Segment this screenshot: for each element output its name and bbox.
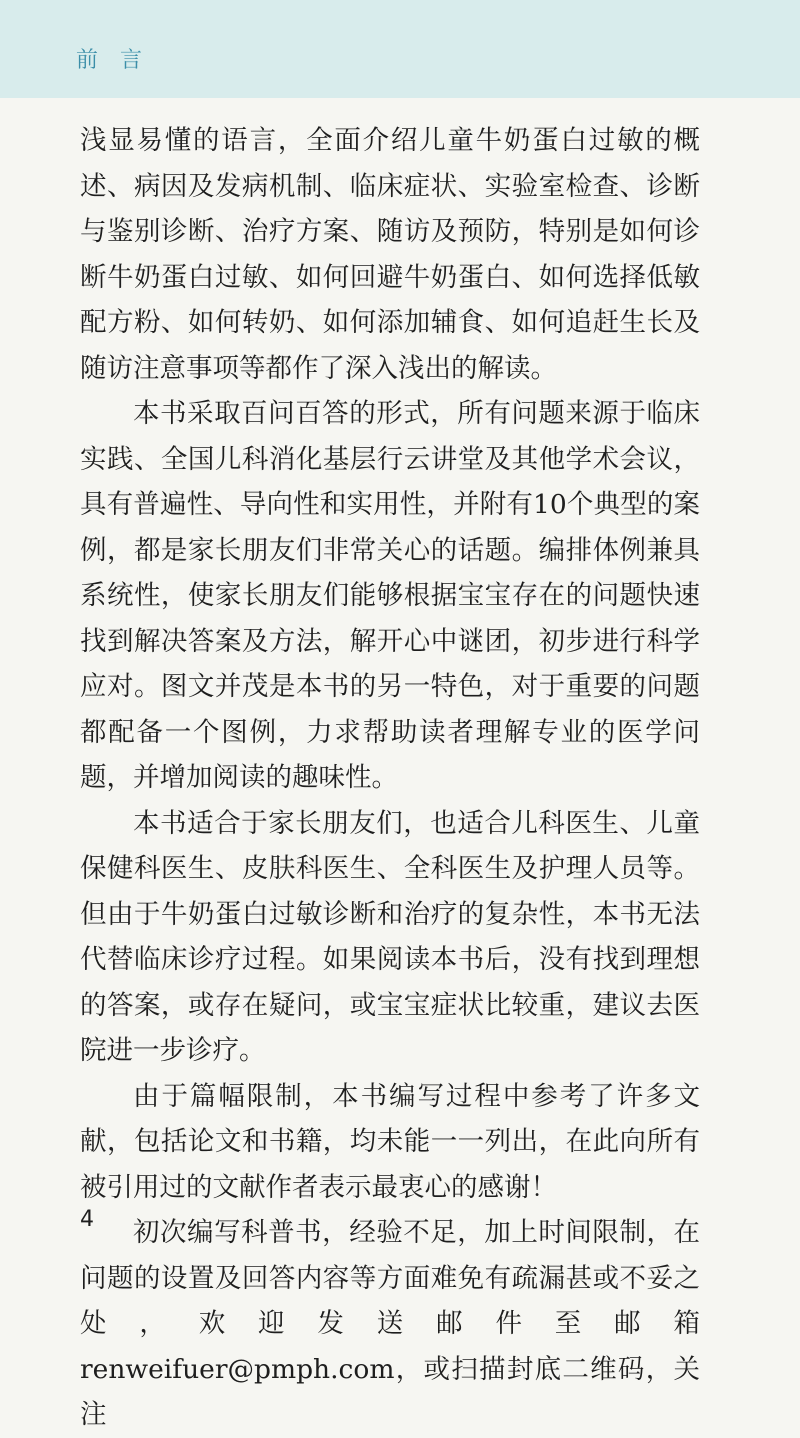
paragraph: 本书适合于家长朋友们，也适合儿科医生、儿童保健科医生、皮肤科医生、全科医生及护理人员等。但由于牛奶蛋白过敏诊断和治疗的复杂性，本书无法代替临床诊疗过程。如果阅读本书后，没有找到理想的答案，或存在疑问，或宝宝症状比较重，建议去医院进一步诊疗。	[80, 807, 700, 1066]
body-text	[80, 118, 700, 1438]
chapter-title: 前言	[76, 48, 165, 73]
paragraph: 本书采取百问百答的形式，所有问题来源于临床实践、全国儿科消化基层行云讲堂及其他学术会议，具有普遍性、导向性和实用性，并附有10个典型的案例，都是家长朋友们非常关心的话题。编排体例兼具系统性，使家长朋友们能够根据宝宝存在的问题快速找到解决答案及方法，解开心中谜团，初步进行科学应对。图文并茂是本书的另一特色，对于重要的问题都配备一个图例，力求帮助读者理解专业的医学问题，并增加阅读的趣味性。	[80, 398, 700, 793]
paragraph: 由于篇幅限制，本书编写过程中参考了许多文献，包括论文和书籍，均未能一一列出，在此向所有被引用过的文献作者表示最衷心的感谢！	[80, 1080, 700, 1203]
page-number: 4	[80, 1207, 94, 1232]
chapter-header-band	[0, 0, 800, 98]
paragraph: 初次编写科普书，经验不足，加上时间限制，在问题的设置及回答内容等方面难免有疏漏甚或不妥之处，欢迎发送邮件至邮箱 renweifuer@pmph.com，或扫描封底二维码，关注	[80, 1217, 700, 1430]
paragraph-continued: 浅显易懂的语言，全面介绍儿童牛奶蛋白过敏的概述、病因及发病机制、临床症状、实验室检查、诊断与鉴别诊断、治疗方案、随访及预防，特别是如何诊断牛奶蛋白过敏、如何回避牛奶蛋白、如何选择低敏配方粉、如何转奶、如何添加辅食、如何追赶生长及随访注意事项等都作了深入浅出的解读。	[80, 125, 700, 384]
